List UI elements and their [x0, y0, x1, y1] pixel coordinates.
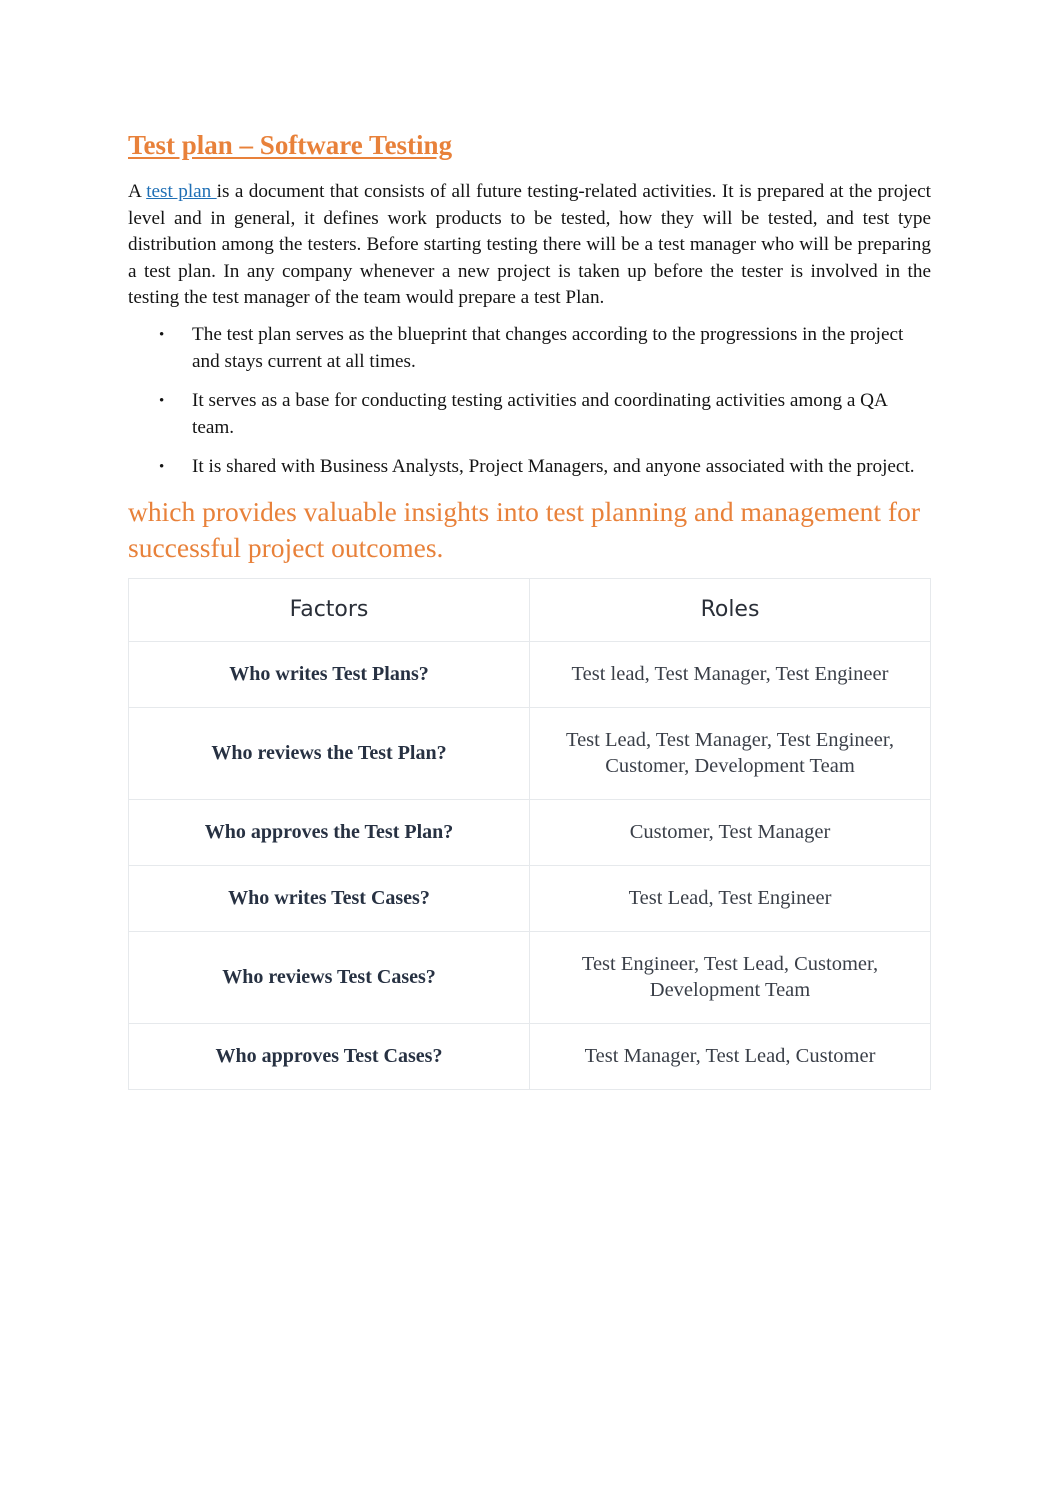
- bullet-icon: •: [159, 393, 165, 410]
- list-item: [159, 388, 931, 441]
- bullet-text: It serves as a base for conducting testing activities and coordinating activities among a QA team.: [192, 390, 887, 438]
- factor-cell: Who writes Test Cases?: [129, 865, 530, 931]
- role-cell: Test Engineer, Test Lead, Customer, Development Team: [530, 931, 931, 1023]
- header-factors: Factors: [129, 578, 530, 641]
- bullet-icon: •: [159, 326, 165, 343]
- table-row: [129, 641, 931, 707]
- role-cell: Customer, Test Manager: [530, 799, 931, 865]
- table-row: [129, 799, 931, 865]
- role-cell: Test Lead, Test Manager, Test Engineer, Customer, Development Team: [530, 707, 931, 799]
- factor-cell: Who reviews Test Cases?: [129, 931, 530, 1023]
- bullet-text: It is shared with Business Analysts, Project Managers, and anyone associated with the project.: [192, 456, 915, 478]
- list-item: [159, 322, 931, 375]
- list-item: [159, 454, 931, 481]
- bullet-text: The test plan serves as the blueprint that changes according to the progressions in the project and stays current at all times.: [192, 323, 904, 372]
- factor-cell: Who approves the Test Plan?: [129, 799, 530, 865]
- role-cell: Test lead, Test Manager, Test Engineer: [530, 641, 931, 707]
- subheading: which provides valuable insights into test planning and management for successful project outcomes.: [128, 495, 920, 563]
- intro-body: is a document that consists of all future testing-related activities. It is prepared at the project level and in general, it defines work products to be tested, how they will be tested, and test type distribution among the testers. Before starting testing there will be a test manager who will be preparing a test plan. In any company whenever a new project is taken up before the tester is involved in the testing the test manager of the team would prepare a test Plan.: [128, 181, 931, 309]
- test-plan-link[interactable]: test plan: [146, 181, 217, 202]
- table-row: [129, 865, 931, 931]
- factor-cell: Who writes Test Plans?: [129, 641, 530, 707]
- table-row: [129, 707, 931, 799]
- header-roles: Roles: [530, 578, 931, 641]
- table-row: [129, 931, 931, 1023]
- intro-prefix: A: [128, 181, 147, 202]
- table-row: [129, 1023, 931, 1089]
- roles-table: [128, 578, 931, 1090]
- role-cell: Test Lead, Test Engineer: [530, 865, 931, 931]
- page-title: Test plan – Software Testing: [128, 130, 453, 160]
- factor-cell: Who reviews the Test Plan?: [129, 707, 530, 799]
- factor-cell: Who approves Test Cases?: [129, 1023, 530, 1089]
- bullet-list: [128, 322, 931, 481]
- document-page: [128, 125, 931, 1090]
- role-cell: Test Manager, Test Lead, Customer: [530, 1023, 931, 1089]
- intro-paragraph: [128, 179, 931, 312]
- bullet-icon: •: [159, 459, 165, 476]
- table-header-row: [129, 578, 931, 641]
